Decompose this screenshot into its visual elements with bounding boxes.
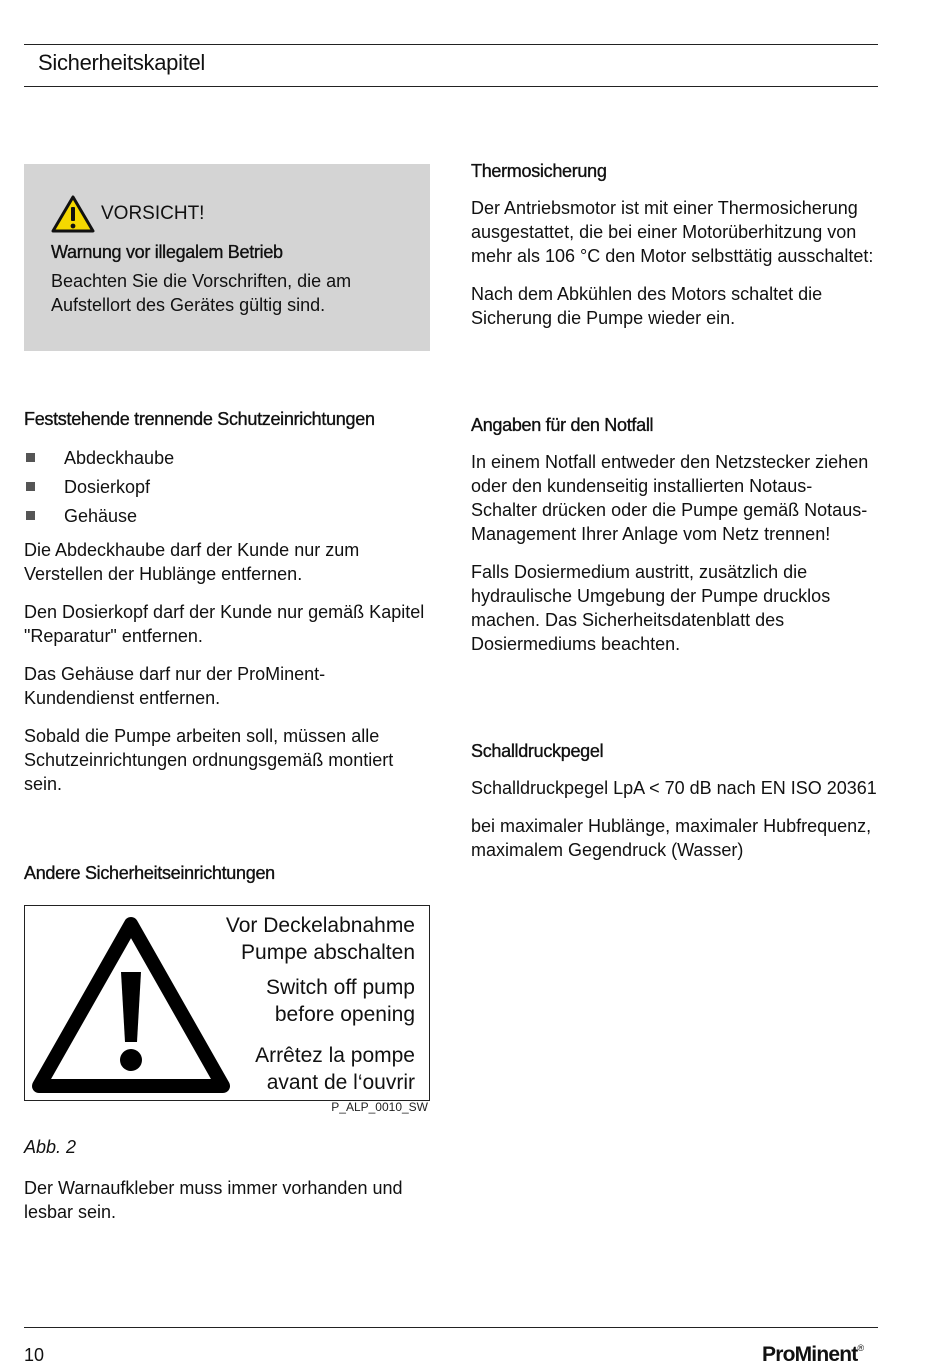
sticker-text-en bbox=[266, 974, 415, 1028]
emergency-section bbox=[471, 415, 877, 656]
sticker-note: Der Warnaufkleber muss immer vorhanden und lesbar sein. bbox=[24, 1178, 403, 1222]
caution-heading: Warnung vor illegalem Betrieb bbox=[51, 242, 283, 262]
sticker-text-fr bbox=[255, 1042, 415, 1096]
figure-caption: Abb. 2 bbox=[24, 1137, 77, 1157]
list-item: Abdeckhaube bbox=[24, 446, 430, 470]
sound-paragraph: Schalldruckpegel LpA < 70 dB nach EN ISO 20361 bbox=[471, 778, 877, 798]
guards-paragraph: Das Gehäuse darf nur der ProMinent-Kundendienst entfernen. bbox=[24, 664, 326, 708]
caution-text: Beachten Sie die Vorschriften, die am Aufstellort des Gerätes gültig sind. bbox=[51, 271, 352, 315]
sound-section bbox=[471, 741, 877, 862]
sticker-line: before opening bbox=[274, 1003, 415, 1026]
emergency-paragraph: In einem Notfall entweder den Netzstecker ziehen oder den kundenseitig installierten Notaus-Schalter drücken oder die Pumpe gemäß Notaus-Management Ihrer Anlage vom Netz trennen! bbox=[471, 452, 869, 544]
brand-name: ProMinent bbox=[762, 1343, 858, 1366]
emergency-heading: Angaben für den Notfall bbox=[471, 415, 654, 435]
registered-mark: ® bbox=[857, 1343, 865, 1353]
guards-paragraph: Die Abdeckhaube darf der Kunde nur zum Verstellen der Hublänge entfernen. bbox=[24, 540, 360, 584]
page-title: Sicherheitskapitel bbox=[38, 50, 206, 75]
sound-paragraph: bei maximaler Hublänge, maximaler Hubfrequenz, maximalem Gegendruck (Wasser) bbox=[471, 816, 872, 860]
page-number: 10 bbox=[24, 1345, 45, 1365]
sticker-line: Pumpe abschalten bbox=[241, 941, 415, 964]
bullet-square-icon bbox=[26, 482, 35, 491]
sticker-text-de bbox=[226, 912, 415, 966]
sticker-line: Arrêtez la pompe bbox=[255, 1044, 415, 1067]
list-item: Dosierkopf bbox=[24, 475, 430, 499]
sound-heading: Schalldruckpegel bbox=[471, 741, 604, 761]
fixed-guards-heading: Feststehende trennende Schutzeinrichtungen bbox=[24, 409, 375, 429]
thermal-paragraph: Nach dem Abkühlen des Motors schaltet die Sicherung die Pumpe wieder ein. bbox=[471, 284, 823, 328]
fixed-guards-section bbox=[24, 409, 430, 796]
thermal-paragraph: Der Antriebsmotor ist mit einer Thermosicherung ausgestattet, die bei einer Motorüberhitzung von mehr als 106 °C den Motor selbsttätig ausschaltet: bbox=[471, 198, 874, 266]
guard-list bbox=[24, 446, 430, 528]
bullet-square-icon bbox=[26, 511, 35, 520]
list-item: Gehäuse bbox=[24, 504, 430, 528]
bullet-square-icon bbox=[26, 453, 35, 462]
sticker-line: Switch off pump bbox=[265, 976, 415, 999]
warning-triangle-icon bbox=[31, 914, 231, 1094]
thermal-heading: Thermosicherung bbox=[471, 161, 607, 181]
emergency-paragraph: Falls Dosiermedium austritt, zusätzlich die hydraulische Umgebung der Pumpe drucklos machen. Das Sicherheitsdatenblatt des Dosiermediums beachten. bbox=[471, 562, 831, 654]
thermal-section bbox=[471, 161, 877, 330]
header-rule-bottom bbox=[24, 86, 878, 87]
sticker-line: avant de l‘ouvrir bbox=[266, 1071, 415, 1094]
warning-triangle-icon bbox=[51, 195, 95, 233]
guards-paragraph: Sobald die Pumpe arbeiten soll, müssen alle Schutzeinrichtungen ordnungsgemäß montiert sein. bbox=[24, 726, 394, 794]
warning-sticker bbox=[24, 905, 430, 1101]
other-devices-section bbox=[24, 863, 430, 884]
caution-box bbox=[24, 164, 430, 351]
other-devices-heading: Andere Sicherheitseinrichtungen bbox=[24, 863, 275, 883]
caution-signal-word: VORSICHT! bbox=[101, 203, 205, 224]
sticker-line: Vor Deckelabnahme bbox=[225, 914, 415, 937]
header-rule-top bbox=[24, 44, 878, 45]
footer-rule bbox=[24, 1327, 878, 1328]
caution-header bbox=[51, 194, 411, 234]
guards-paragraph: Den Dosierkopf darf der Kunde nur gemäß Kapitel "Reparatur" entfernen. bbox=[24, 602, 425, 646]
figure-id: P_ALP_0010_SW bbox=[331, 1100, 428, 1114]
brand-logo bbox=[762, 1343, 864, 1367]
